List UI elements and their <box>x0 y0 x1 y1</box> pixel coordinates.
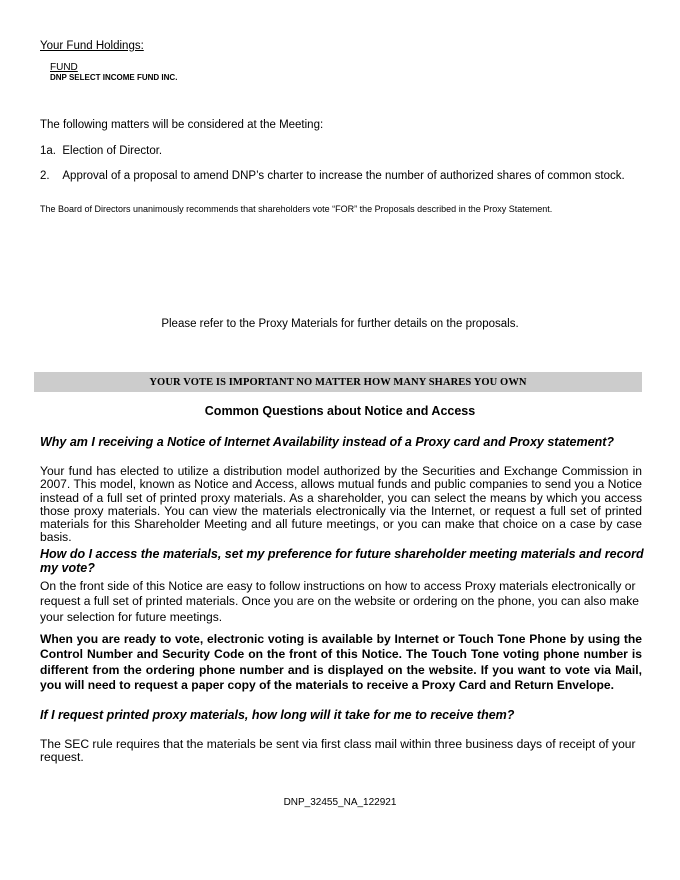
answer-paragraph: The SEC rule requires that the materials be sent via first class mail within three business days of receipt of your request. <box>40 737 636 765</box>
qa-heading: Common Questions about Notice and Access <box>204 404 476 418</box>
question-heading: How do I access the materials, set my preference for future shareholder meeting materials and record my vote? <box>40 547 644 575</box>
document-id: DNP_32455_NA_122921 <box>283 797 397 808</box>
answer-paragraph: Your fund has elected to utilize a distribution model authorized by the Securities and Exchange Commission in 2007. This model, known as Notice and Access, allows mutual funds and public companies to send you a Notice instead of a full set of printed proxy materials. As a shareholder, you can select the means by which you access those proxy materials. You can view the materials electronically via the Internet, or request a full set of printed materials for this Shareholder Meeting and all future meetings, or you can make that choice on a case by case basis. <box>40 464 642 545</box>
matter-text: Approval of a proposal to amend DNP’s charter to increase the number of authorized shares of common stock. <box>62 170 625 182</box>
fund-holdings-title: Your Fund Holdings: <box>40 40 144 52</box>
matter-number: 2. <box>40 170 50 182</box>
vote-important-banner <box>34 372 642 392</box>
answer-paragraph: On the front side of this Notice are easy to follow instructions on how to access Proxy materials electronically or request a full set of printed materials. Once you are on the website or ordering on the phone, you can also make your selection for future meetings. <box>40 579 639 624</box>
matter-item <box>40 170 625 182</box>
refer-to-proxy-note: Please refer to the Proxy Materials for further details on the proposals. <box>161 318 519 330</box>
matter-text: Election of Director. <box>62 145 163 157</box>
question-heading: Why am I receiving a Notice of Internet Availability instead of a Proxy card and Proxy statement? <box>40 435 615 449</box>
matter-number: 1a. <box>40 145 56 157</box>
voting-instructions-paragraph: When you are ready to vote, electronic voting is available by Internet or Touch Tone Phone by using the Control Number and Security Code on the front of this Notice. The Touch Tone voting phone number is different from the ordering phone number and is displayed on the website. If you want to vote via Mail, you will need to request a paper copy of the materials to receive a Proxy Card and Return Envelope. <box>40 632 642 693</box>
fund-column-label: FUND <box>50 62 78 73</box>
vote-banner-text: YOUR VOTE IS IMPORTANT NO MATTER HOW MANY SHARES YOU OWN <box>149 377 527 388</box>
meeting-matters-intro: The following matters will be considered at the Meeting: <box>40 119 324 131</box>
question-heading: If I request printed proxy materials, how long will it take for me to receive them? <box>40 708 515 722</box>
board-recommendation: The Board of Directors unanimously recommends that shareholders vote “FOR” the Proposals described in the Proxy Statement. <box>40 204 553 214</box>
fund-name: DNP SELECT INCOME FUND INC. <box>50 73 178 82</box>
matter-item <box>40 145 162 157</box>
